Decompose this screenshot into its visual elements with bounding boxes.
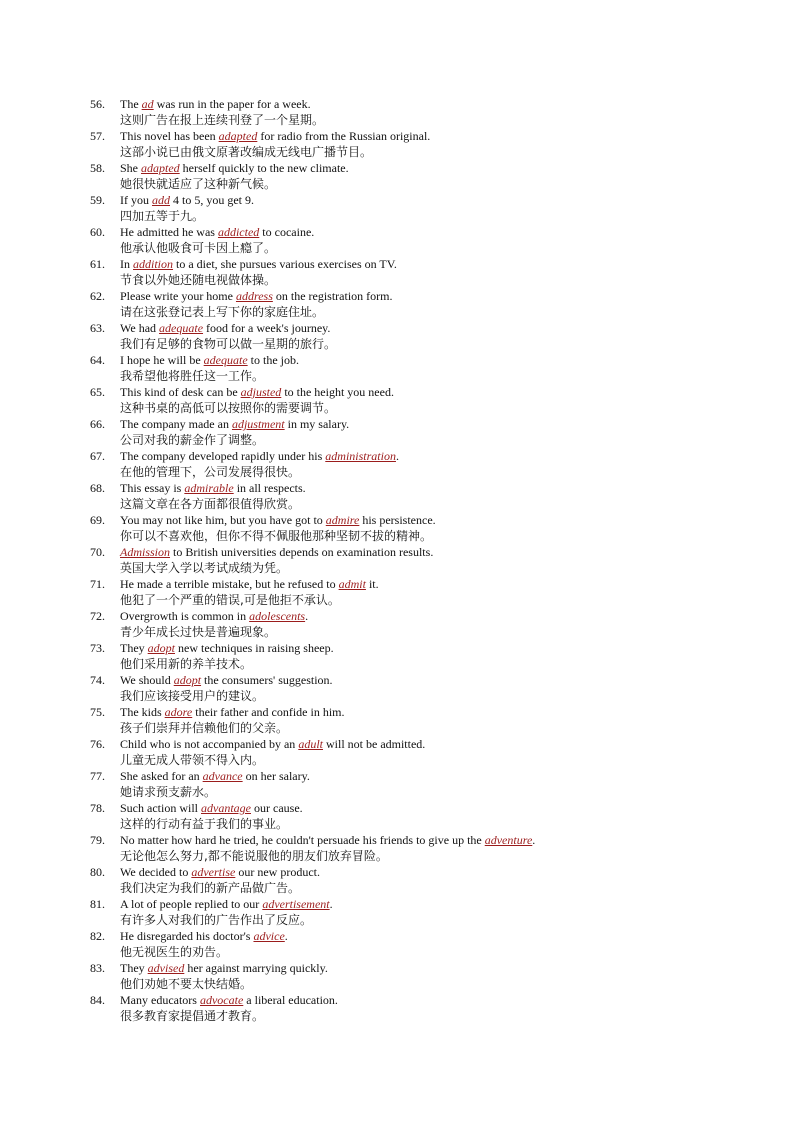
item-number: 78. — [90, 801, 105, 815]
list-item — [90, 896, 770, 928]
item-number: 81. — [90, 897, 105, 911]
chinese-translation: 你可以不喜欢他，但你不得不佩服他那种坚韧不拔的精神。 — [120, 529, 433, 543]
sentence-text-before: They — [120, 641, 148, 655]
vocabulary-word: add — [152, 193, 170, 207]
sentence-text-after: on the registration form. — [272, 289, 393, 303]
item-number: 82. — [90, 929, 105, 943]
example-sentence-list — [90, 96, 770, 1024]
item-number: 67. — [90, 449, 105, 463]
english-sentence — [120, 96, 770, 112]
list-item — [90, 224, 770, 256]
item-number: 58. — [90, 161, 105, 175]
english-sentence — [120, 128, 770, 144]
sentence-text-before: You may not like him, but you have got to — [120, 513, 326, 527]
vocabulary-word: advance — [202, 769, 243, 783]
chinese-translation: 公司对我的薪金作了调整。 — [120, 433, 265, 447]
list-item — [90, 864, 770, 896]
vocabulary-word: administration — [325, 449, 396, 463]
chinese-translation: 请在这张登记表上写下你的家庭住址。 — [120, 305, 325, 319]
list-item — [90, 640, 770, 672]
list-item — [90, 608, 770, 640]
english-sentence — [120, 768, 770, 784]
vocabulary-word: address — [235, 289, 273, 303]
chinese-translation: 这样的行动有益于我们的事业。 — [120, 817, 289, 831]
sentence-text-after: their father and confide in him. — [192, 705, 345, 719]
list-item — [90, 160, 770, 192]
sentence-text-after: . — [284, 929, 288, 943]
chinese-translation: 我们有足够的食物可以做一星期的旅行。 — [120, 337, 337, 351]
sentence-text-after: our new product. — [235, 865, 320, 879]
english-sentence — [120, 480, 770, 496]
vocabulary-word: adopt — [147, 641, 175, 655]
chinese-translation: 无论他怎么努力,都不能说服他的朋友们放弃冒险。 — [120, 849, 388, 863]
item-number: 56. — [90, 97, 105, 111]
sentence-text-before: This kind of desk can be — [120, 385, 241, 399]
sentence-text-after: . — [305, 609, 309, 623]
sentence-text-before: Many educators — [120, 993, 200, 1007]
sentence-text-before: We should — [120, 673, 174, 687]
list-item — [90, 320, 770, 352]
item-number: 64. — [90, 353, 105, 367]
sentence-text-after: to British universities depends on examination results. — [170, 545, 434, 559]
item-number: 83. — [90, 961, 105, 975]
chinese-translation: 她请求预支薪水。 — [120, 785, 217, 799]
list-item — [90, 736, 770, 768]
english-sentence — [120, 320, 770, 336]
chinese-translation: 四加五等于九。 — [120, 209, 205, 223]
chinese-translation: 我们决定为我们的新产品做广告。 — [120, 881, 301, 895]
chinese-translation: 这部小说已由俄文原著改编成无线电广播节目。 — [120, 145, 373, 159]
item-number: 76. — [90, 737, 105, 751]
chinese-translation: 孩子们崇拜并信赖他们的父亲。 — [120, 721, 289, 735]
english-sentence — [120, 160, 770, 176]
english-sentence — [120, 224, 770, 240]
english-sentence — [120, 384, 770, 400]
vocabulary-word: advocate — [199, 993, 244, 1007]
sentence-text-after: new techniques in raising sheep. — [175, 641, 334, 655]
item-number: 68. — [90, 481, 105, 495]
vocabulary-word: ad — [141, 97, 154, 111]
vocabulary-word: adequate — [203, 353, 248, 367]
item-number: 74. — [90, 673, 105, 687]
sentence-text-after: to a diet, she pursues various exercises on TV. — [173, 257, 397, 271]
chinese-translation: 在他的管理下，公司发展得很快。 — [120, 465, 301, 479]
english-sentence — [120, 608, 770, 624]
item-number: 60. — [90, 225, 105, 239]
sentence-text-before: This novel has been — [120, 129, 219, 143]
sentence-text-before: Child who is not accompanied by an — [120, 737, 299, 751]
sentence-text-after: in my salary. — [284, 417, 350, 431]
english-sentence — [120, 192, 770, 208]
sentence-text-before: We decided to — [120, 865, 192, 879]
english-sentence — [120, 416, 770, 432]
list-item — [90, 704, 770, 736]
english-sentence — [120, 704, 770, 720]
vocabulary-word: advice — [253, 929, 285, 943]
english-sentence — [120, 672, 770, 688]
sentence-text-after: for radio from the Russian original. — [257, 129, 431, 143]
item-number: 66. — [90, 417, 105, 431]
vocabulary-word: advertisement — [262, 897, 330, 911]
sentence-text-after: . — [329, 897, 333, 911]
list-item — [90, 256, 770, 288]
list-item — [90, 672, 770, 704]
sentence-text-before: The company developed rapidly under his — [120, 449, 326, 463]
sentence-text-before: I hope he will be — [120, 353, 204, 367]
list-item — [90, 288, 770, 320]
list-item — [90, 544, 770, 576]
sentence-text-after: . — [532, 833, 536, 847]
item-number: 77. — [90, 769, 105, 783]
item-number: 72. — [90, 609, 105, 623]
vocabulary-word: addition — [133, 257, 174, 271]
sentence-text-before: This essay is — [120, 481, 185, 495]
sentence-text-after: to the height you need. — [281, 385, 394, 399]
item-number: 71. — [90, 577, 105, 591]
chinese-translation: 她很快就适应了这种新气候。 — [120, 177, 277, 191]
english-sentence — [120, 864, 770, 880]
item-number: 84. — [90, 993, 105, 1007]
sentence-text-after: was run in the paper for a week. — [153, 97, 311, 111]
chinese-translation: 青少年成长过快是普遍现象。 — [120, 625, 277, 639]
chinese-translation: 他无视医生的劝告。 — [120, 945, 229, 959]
chinese-translation: 他们采用新的养羊技术。 — [120, 657, 253, 671]
sentence-text-before: She — [120, 161, 141, 175]
vocabulary-word: advised — [147, 961, 185, 975]
list-item — [90, 992, 770, 1024]
english-sentence — [120, 576, 770, 592]
english-sentence — [120, 640, 770, 656]
vocabulary-word: addicted — [217, 225, 260, 239]
sentence-text-after: on her salary. — [242, 769, 310, 783]
list-item — [90, 960, 770, 992]
chinese-translation: 有许多人对我们的广告作出了反应。 — [120, 913, 313, 927]
english-sentence — [120, 736, 770, 752]
sentence-text-after: a liberal education. — [243, 993, 338, 1007]
english-sentence — [120, 896, 770, 912]
item-number: 69. — [90, 513, 105, 527]
chinese-translation: 我们应该接受用户的建议。 — [120, 689, 265, 703]
sentence-text-before: He made a terrible mistake, but he refused to — [120, 577, 339, 591]
list-item — [90, 928, 770, 960]
english-sentence — [120, 832, 770, 848]
list-item — [90, 512, 770, 544]
vocabulary-word: admit — [338, 577, 366, 591]
sentence-text-before: They — [120, 961, 148, 975]
english-sentence — [120, 928, 770, 944]
vocabulary-word: adjustment — [231, 417, 285, 431]
sentence-text-after: food for a week's journey. — [203, 321, 331, 335]
vocabulary-word: adequate — [159, 321, 204, 335]
sentence-text-after: the consumers' suggestion. — [201, 673, 333, 687]
sentence-text-before: The company made an — [120, 417, 232, 431]
vocabulary-word: admire — [325, 513, 360, 527]
vocabulary-word: admirable — [184, 481, 234, 495]
vocabulary-word: adore — [164, 705, 193, 719]
sentence-text-before: He disregarded his doctor's — [120, 929, 254, 943]
vocabulary-word: adventure — [484, 833, 533, 847]
sentence-text-after: her against marrying quickly. — [184, 961, 328, 975]
sentence-text-before: We had — [120, 321, 160, 335]
sentence-text-before: No matter how hard he tried, he couldn't persuade his friends to give up the — [120, 833, 485, 847]
item-number: 79. — [90, 833, 105, 847]
item-number: 61. — [90, 257, 105, 271]
vocabulary-word: adopt — [173, 673, 202, 687]
english-sentence — [120, 288, 770, 304]
sentence-text-before: He admitted he was — [120, 225, 218, 239]
sentence-text-after: 4 to 5, you get 9. — [170, 193, 254, 207]
list-item — [90, 128, 770, 160]
sentence-text-after: to cocaine. — [259, 225, 315, 239]
sentence-text-after: in all respects. — [233, 481, 306, 495]
list-item — [90, 800, 770, 832]
item-number: 80. — [90, 865, 105, 879]
item-number: 63. — [90, 321, 105, 335]
english-sentence — [120, 256, 770, 272]
item-number: 70. — [90, 545, 105, 559]
chinese-translation: 我希望他将胜任这一工作。 — [120, 369, 265, 383]
vocabulary-word: adapted — [218, 129, 258, 143]
chinese-translation: 这则广告在报上连续刊登了一个星期。 — [120, 113, 325, 127]
item-number: 75. — [90, 705, 105, 719]
vocabulary-word: advantage — [201, 801, 251, 815]
sentence-text-before: A lot of people replied to our — [120, 897, 263, 911]
sentence-text-after: his persistence. — [359, 513, 436, 527]
list-item — [90, 416, 770, 448]
sentence-text-after: it. — [365, 577, 379, 591]
sentence-text-after: to the job. — [247, 353, 299, 367]
sentence-text-before: She asked for an — [120, 769, 203, 783]
list-item — [90, 448, 770, 480]
list-item — [90, 192, 770, 224]
sentence-text-before: The kids — [120, 705, 165, 719]
english-sentence — [120, 352, 770, 368]
list-item — [90, 576, 770, 608]
english-sentence — [120, 512, 770, 528]
vocabulary-word: adolescents — [249, 609, 306, 623]
list-item — [90, 352, 770, 384]
english-sentence — [120, 800, 770, 816]
item-number: 62. — [90, 289, 105, 303]
sentence-text-after: our cause. — [251, 801, 303, 815]
english-sentence — [120, 544, 770, 560]
chinese-translation: 儿童无成人带领不得入内。 — [120, 753, 265, 767]
english-sentence — [120, 448, 770, 464]
chinese-translation: 他承认他吸食可卡因上瘾了。 — [120, 241, 277, 255]
chinese-translation: 他们劝她不要太快结婚。 — [120, 977, 253, 991]
sentence-text-before: If you — [120, 193, 152, 207]
list-item — [90, 384, 770, 416]
chinese-translation: 节食以外她还随电视做体操。 — [120, 273, 277, 287]
sentence-text-before: Please write your home — [120, 289, 236, 303]
list-item — [90, 832, 770, 864]
english-sentence — [120, 960, 770, 976]
item-number: 59. — [90, 193, 105, 207]
vocabulary-word: advertise — [191, 865, 236, 879]
vocabulary-word: adjusted — [240, 385, 282, 399]
list-item — [90, 768, 770, 800]
vocabulary-word: Admission — [120, 545, 171, 559]
item-number: 73. — [90, 641, 105, 655]
chinese-translation: 这种书桌的高低可以按照你的需要调节。 — [120, 401, 337, 415]
chinese-translation: 这篇文章在各方面都很值得欣赏。 — [120, 497, 301, 511]
list-item — [90, 480, 770, 512]
sentence-text-after: . — [395, 449, 399, 463]
item-number: 57. — [90, 129, 105, 143]
sentence-text-after: will not be admitted. — [322, 737, 426, 751]
chinese-translation: 很多教育家提倡通才教育。 — [120, 1009, 265, 1023]
sentence-text-before: Such action will — [120, 801, 201, 815]
sentence-text-before: The — [120, 97, 142, 111]
chinese-translation: 他犯了一个严重的错误,可是他拒不承认。 — [120, 593, 340, 607]
vocabulary-word: adult — [298, 737, 323, 751]
chinese-translation: 英国大学入学以考试成绩为凭。 — [120, 561, 289, 575]
sentence-text-after: herself quickly to the new climate. — [179, 161, 349, 175]
list-item — [90, 96, 770, 128]
english-sentence — [120, 992, 770, 1008]
vocabulary-word: adapted — [141, 161, 180, 175]
item-number: 65. — [90, 385, 105, 399]
sentence-text-before: In — [120, 257, 133, 271]
sentence-text-before: Overgrowth is common in — [120, 609, 250, 623]
